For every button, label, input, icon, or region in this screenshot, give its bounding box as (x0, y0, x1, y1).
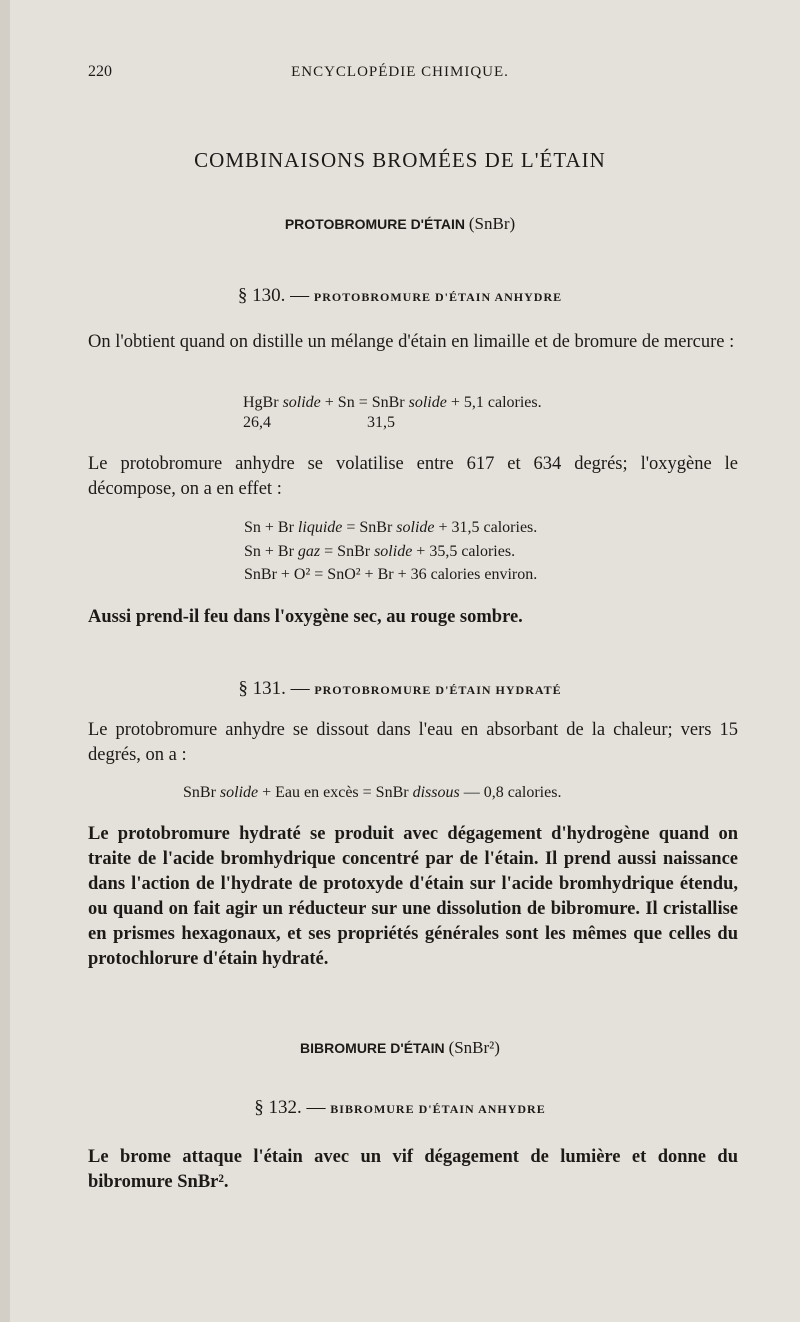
equation-weight-1: 26,4 (243, 414, 271, 431)
subsection-heading-bibromure (0, 1038, 800, 1058)
eq-part: + Eau en excès = SnBr (258, 784, 413, 801)
eq-part: = SnBr (342, 519, 397, 536)
eq-state: solide (408, 394, 447, 411)
eq-state: solide (219, 784, 259, 801)
section-title: PROTOBROMURE D'ÉTAIN HYDRATÉ (314, 683, 562, 697)
section-number: § 131. — (238, 678, 310, 699)
section-title: BIBROMURE D'ÉTAIN ANHYDRE (330, 1102, 546, 1116)
section-number: § 132. — (254, 1097, 326, 1118)
subsection-formula: (SnBr) (468, 214, 516, 233)
eq-state: dissous (412, 784, 460, 801)
paragraph: Le brome attaque l'étain avec un vif dégagement de lumière et donne du bibromure SnBr². (88, 1147, 738, 1192)
section-number: § 130. — (237, 285, 310, 306)
paragraph: Le protobromure anhydre se volatilise entre 617 et 634 degrés; l'oxygène le décompose, on a en effet : (88, 454, 738, 499)
eq-part: + 31,5 calories. (434, 519, 538, 536)
eq-part: = SnBr (320, 543, 375, 560)
eq-part: + 35,5 calories. (412, 543, 516, 560)
equation (244, 543, 515, 561)
page-number: 220 (88, 63, 112, 80)
eq-part: — 0,8 calories. (459, 784, 562, 801)
eq-part: SnBr (183, 784, 220, 801)
eq-state: solide (396, 519, 435, 536)
paragraph: Le protobromure anhydre se dissout dans l'eau en absorbant de la chaleur; vers 15 degrés, on a : (88, 720, 738, 765)
section-heading-131 (0, 678, 800, 700)
paragraph: On l'obtient quand on distille un mélange d'étain en limaille et de bromure de mercure : (88, 332, 735, 352)
equation-weight-2: 31,5 (367, 414, 395, 431)
equation (243, 394, 542, 412)
subsection-label: PROTOBROMURE D'ÉTAIN (284, 216, 465, 232)
equation: SnBr + O² = SnO² + Br + 36 calories environ. (244, 566, 538, 583)
eq-state: solide (282, 394, 321, 411)
eq-state: liquide (297, 519, 343, 536)
eq-part: + 5,1 calories. (446, 394, 542, 411)
paragraph: Le protobromure hydraté se produit avec dégagement d'hydrogène quand on traite de l'acide bromhydrique concentré par de l'étain. Il prend aussi naissance dans l'action de l'hydrate de protoxyde d'étain sur l'acide bromhydrique étendu, ou quand on fait agir un réducteur sur une dissolution de bibromure. Il cristallise en prismes hexagonaux, et ses propriétés générales sont les mêmes que celles du protochlorure d'étain hydraté. (88, 824, 738, 969)
eq-state: solide (374, 543, 413, 560)
subsection-formula: (SnBr²) (448, 1038, 500, 1057)
section-heading-130 (0, 285, 800, 307)
eq-part: Sn + Br (244, 519, 298, 536)
subsection-label: BIBROMURE D'ÉTAIN (300, 1040, 445, 1056)
eq-state: gaz (297, 543, 321, 560)
section-title: PROTOBROMURE D'ÉTAIN ANHYDRE (313, 290, 563, 304)
page-edge (0, 0, 10, 1322)
running-title: ENCYCLOPÉDIE CHIMIQUE. (291, 64, 509, 80)
eq-part: Sn + Br (244, 543, 298, 560)
chapter-title: COMBINAISONS BROMÉES DE L'ÉTAIN (194, 148, 606, 172)
equation (183, 784, 561, 802)
eq-part: HgBr (243, 394, 283, 411)
eq-part: + Sn = SnBr (320, 394, 409, 411)
section-heading-132 (0, 1097, 800, 1119)
equation (244, 519, 537, 537)
paragraph: Aussi prend-il feu dans l'oxygène sec, au rouge sombre. (88, 607, 523, 627)
subsection-heading-protobromure (0, 214, 800, 234)
